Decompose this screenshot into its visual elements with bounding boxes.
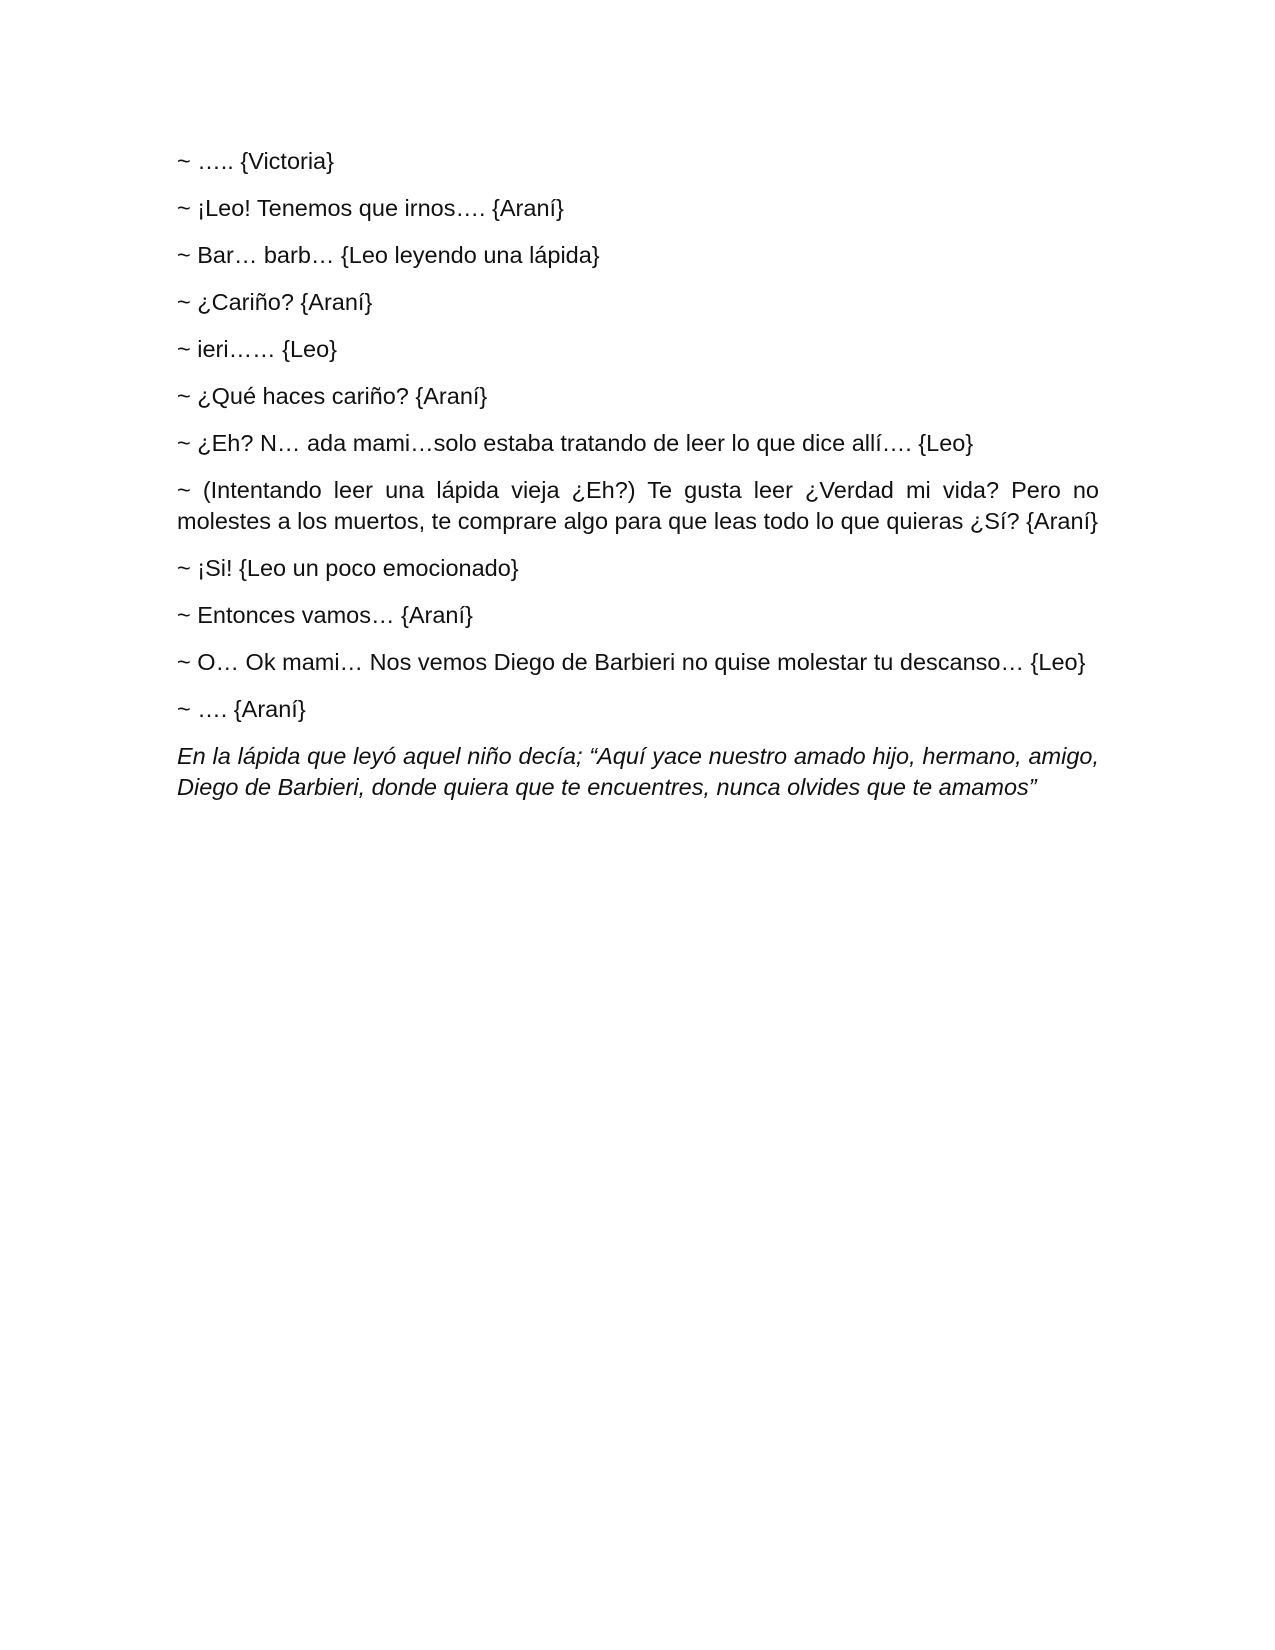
dialogue-line-leo-excited: ~ ¡Si! {Leo un poco emocionado} — [177, 555, 519, 581]
dialogue-line-arani-silence: ~ …. {Araní} — [177, 696, 306, 722]
dialogue-line-leo-reading: ~ Bar… barb… {Leo leyendo una lápida} — [177, 242, 600, 268]
dialogue-line-leo-answer: ~ ¿Eh? N… ada mami…solo estaba tratando de leer lo que dice allí…. {Leo} — [177, 430, 974, 456]
dialogue-line-arani-question: ~ ¿Qué haces cariño? {Araní} — [177, 383, 488, 409]
dialogue-line-leo-ieri: ~ ieri…… {Leo} — [177, 336, 338, 362]
dialogue-line-arani-leave: ~ ¡Leo! Tenemos que irnos…. {Araní} — [177, 195, 564, 221]
dialogue-line-arani-long: ~ (Intentando leer una lápida vieja ¿Eh?) Te gusta leer ¿Verdad mi vida? Pero no molestes a los muertos, te comprare algo para que leas todo lo que quieras ¿Sí? {Araní} — [177, 477, 1099, 534]
dialogue-line-leo-goodbye: ~ O… Ok mami… Nos vemos Diego de Barbieri no quise molestar tu descanso… {Leo} — [177, 649, 1086, 675]
document-body — [177, 146, 1099, 819]
dialogue-line-arani-go: ~ Entonces vamos… {Araní} — [177, 602, 473, 628]
epitaph-paragraph: En la lápida que leyó aquel niño decía; “Aquí yace nuestro amado hijo, hermano, amigo, Diego de Barbieri, donde quiera que te encuentres, nunca olvides que te amamos” — [177, 743, 1099, 800]
dialogue-line-arani-carino: ~ ¿Cariño? {Araní} — [177, 289, 373, 315]
dialogue-line-victoria: ~ ….. {Victoria} — [177, 148, 334, 174]
